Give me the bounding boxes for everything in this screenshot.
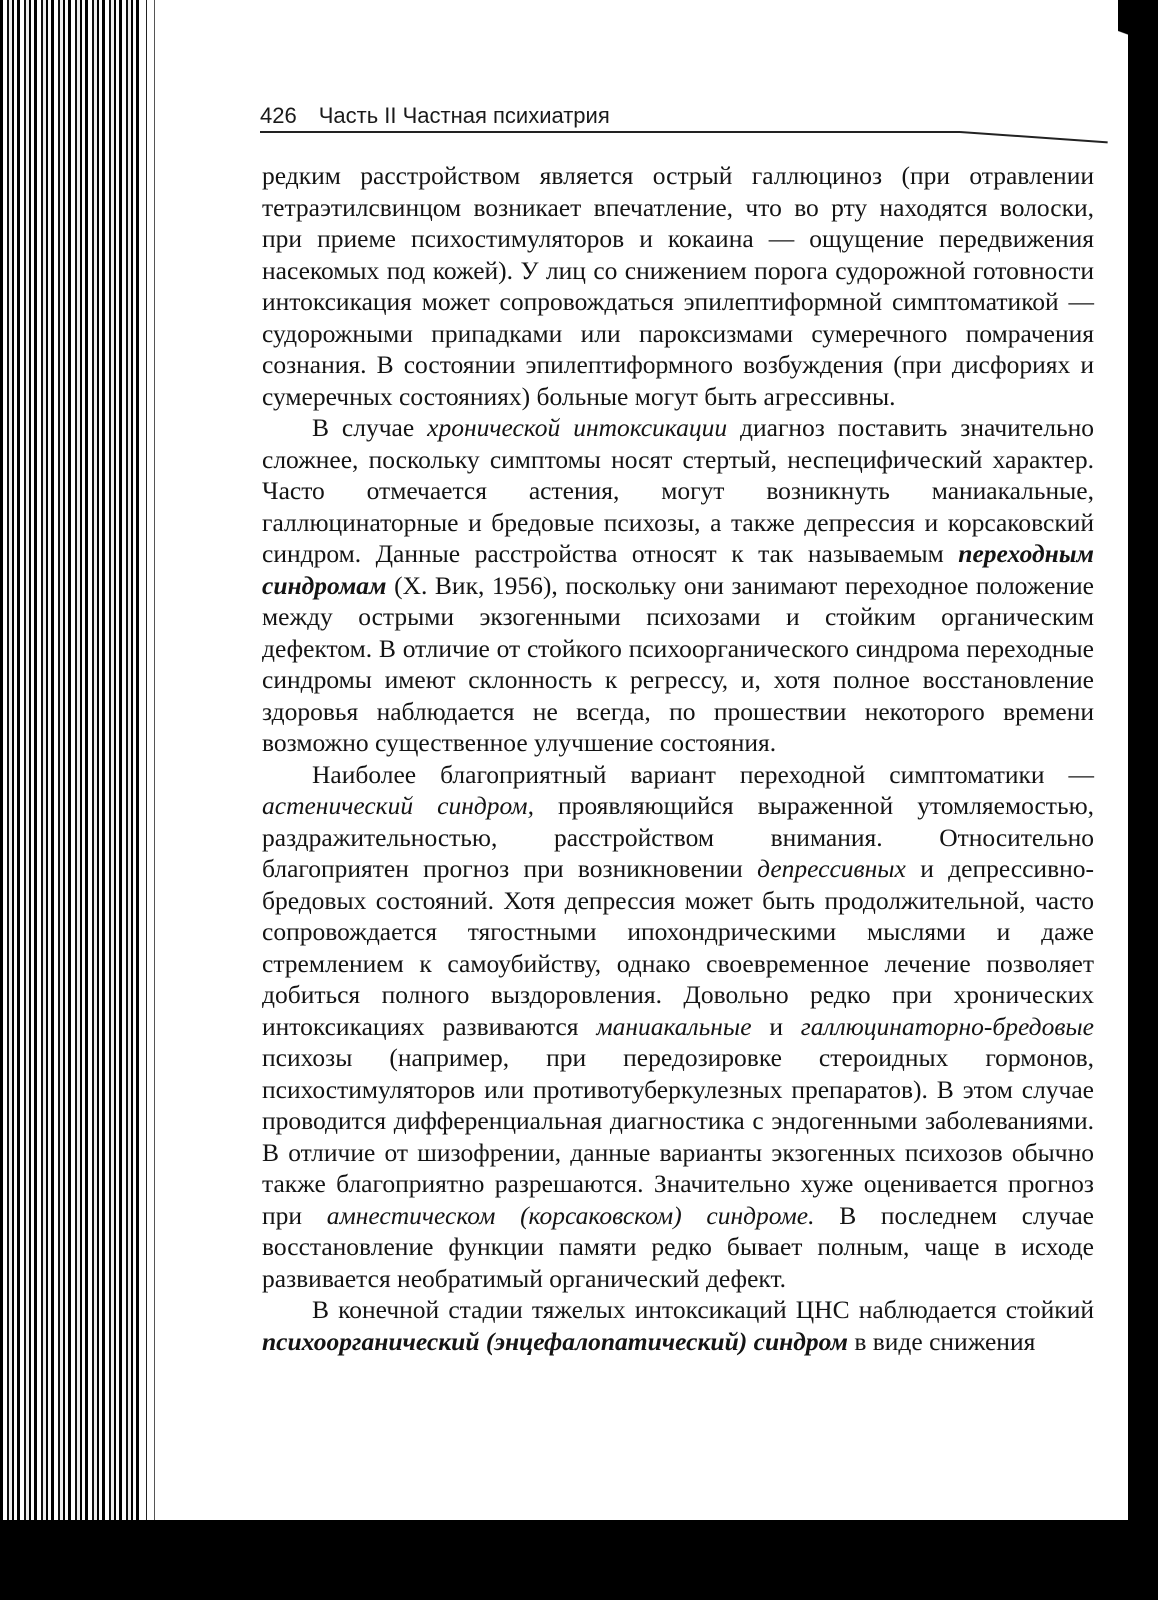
text-run: редким расстройством является острый галлюциноз (при отравлении тетраэтилсвинцом возникает впечатление, что во рту находятся волоски, при приеме психостимуляторов и кокаина — ощущение передвижения насекомых под кожей). У лиц со снижением порога судорожной готовности интоксикация может сопровождаться эпилептиформной симптоматикой — судорожными припадками или пароксизмами сумеречного помрачения сознания. В состоянии эпилептиформного возбуждения (при дисфориях и сумеречных состояниях) больные могут быть агрессивны. xyxy=(262,161,1094,411)
italic-term: амнестическом (корсаковском) синдроме. xyxy=(326,1200,815,1230)
paragraph xyxy=(262,412,1094,759)
body-text xyxy=(262,160,1094,1357)
header-rule-curl xyxy=(960,131,1108,143)
italic-term: хронической интоксикации xyxy=(427,413,728,442)
text-run: диагноз поставить значительно сложнее, поскольку симптомы носят стертый, неспецифический характер. Часто отмечается астения, могут возникнуть маниакальные, галлюцинаторные и бредовые психозы, а также депрессия и корсаковский синдром. Данные расстройства относят к так называемым xyxy=(262,413,1095,568)
text-run: В последнем случае восстановление функции памяти редко бывает полным, чаще в исходе развивается необратимый органический дефект. xyxy=(262,1200,1094,1293)
text-run: В случае xyxy=(312,413,428,442)
text-run: Наиболее благоприятный вариант переходной симптоматики — xyxy=(312,759,1094,789)
italic-term: маниакальные xyxy=(596,1011,752,1041)
italic-term: галлюцинаторно-бредовые xyxy=(800,1011,1094,1041)
paragraph xyxy=(262,160,1094,412)
italic-term: астенический синдром, xyxy=(262,791,534,820)
bold-italic-term: психоорганический (энцефалопатический) синдром xyxy=(262,1326,848,1356)
paragraph xyxy=(262,759,1094,1295)
running-title: Часть II Частная психиатрия xyxy=(318,103,610,128)
text-run: в виде снижения xyxy=(847,1326,1036,1356)
paragraph xyxy=(262,1294,1094,1357)
book-page-edges xyxy=(0,0,178,1600)
header-rule xyxy=(260,131,960,133)
text-run: В конечной стадии тяжелых интоксикаций ЦНС наблюдается стойкий xyxy=(312,1295,1094,1324)
page-number: 426 xyxy=(260,103,297,128)
italic-term: депрессивных xyxy=(757,854,906,883)
running-header xyxy=(260,103,1120,129)
scan-right-border xyxy=(1118,0,1158,1600)
book-page xyxy=(178,0,1118,1520)
text-run: психозы (например, при передозировке стероидных гормонов, психостимуляторов или противотуберкулезных препаратов). В этом случае проводится дифференциальная диагностика с эндогенными заболеваниями. В отличие от шизофрении, данные варианты экзогенных психозов обычно также благоприятно разрешаются. Значительно хуже оценивается прогноз при xyxy=(262,1043,1094,1230)
scan-bottom-border xyxy=(0,1520,1158,1600)
text-run: и депрессивно-бредовых состояний. Хотя депрессия может быть продолжительной, часто сопровождается тягостными ипохондрическими мыслями и даже стремлением к самоубийству, однако своевременное лечение позволяет добиться полного выздоровления. Довольно редко при хронических интоксикациях развиваются xyxy=(262,854,1095,1041)
bold-italic-term: переходным синдромам xyxy=(262,539,1094,600)
text-run: и xyxy=(751,1011,801,1041)
text-run: проявляющийся выраженной утомляемостью, раздражительностью, расстройством внимания. Относительно благоприятен прогноз при возникновении xyxy=(262,791,1095,883)
text-run: (X. Вик, 1956), поскольку они занимают переходное положение между острыми экзогенными психозами и стойким органическим дефектом. В отличие от стойкого психоорганического синдрома переходные синдромы имеют склонность к регрессу, и, хотя полное восстановление здоровья наблюдается не всегда, по прошествии некоторого времени возможно существенное улучшение состояния. xyxy=(262,570,1094,757)
